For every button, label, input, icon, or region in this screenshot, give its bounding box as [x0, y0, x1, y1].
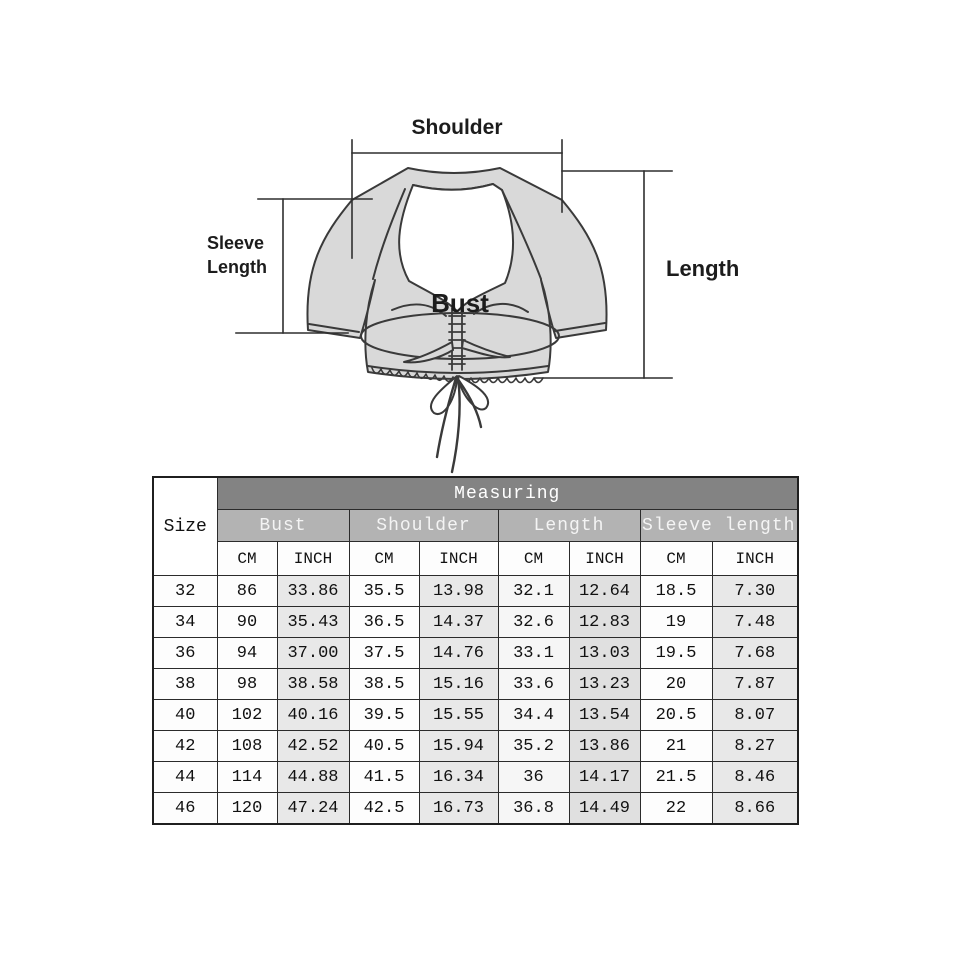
length-group-header: Length: [498, 510, 640, 542]
table-cell: 34.4: [498, 700, 569, 731]
unit-header: CM: [498, 542, 569, 576]
bust-group-header: Bust: [217, 510, 349, 542]
table-cell: 36.8: [498, 793, 569, 825]
table-cell: 16.34: [419, 762, 498, 793]
table-row: [153, 638, 798, 669]
table-row: [153, 762, 798, 793]
table-cell: 7.30: [712, 576, 798, 607]
table-cell: 15.55: [419, 700, 498, 731]
table-cell: 39.5: [349, 700, 419, 731]
table-cell: 14.76: [419, 638, 498, 669]
table-row: [153, 607, 798, 638]
table-cell: 42.52: [277, 731, 349, 762]
table-row: [153, 731, 798, 762]
table-row: [153, 793, 798, 825]
table-cell: 7.87: [712, 669, 798, 700]
table-cell: 13.03: [569, 638, 640, 669]
unit-header: INCH: [569, 542, 640, 576]
size-cell: 36: [153, 638, 217, 669]
table-cell: 36: [498, 762, 569, 793]
table-row: [153, 669, 798, 700]
table-cell: 32.6: [498, 607, 569, 638]
shoulder-group-header: Shoulder: [349, 510, 498, 542]
length-label: Length: [666, 256, 740, 281]
table-cell: 18.5: [640, 576, 712, 607]
table-cell: 15.94: [419, 731, 498, 762]
table-cell: 86: [217, 576, 277, 607]
bow-loop-left: [431, 376, 457, 414]
table-cell: 40.5: [349, 731, 419, 762]
sleeve-length-label-line2: Length: [207, 257, 267, 277]
shoulder-label: Shoulder: [411, 116, 503, 139]
size-cell: 42: [153, 731, 217, 762]
table-cell: 12.83: [569, 607, 640, 638]
table-cell: 35.2: [498, 731, 569, 762]
unit-header: INCH: [419, 542, 498, 576]
table-cell: 21.5: [640, 762, 712, 793]
table-cell: 19: [640, 607, 712, 638]
table-cell: 14.17: [569, 762, 640, 793]
table-cell: 37.00: [277, 638, 349, 669]
table-cell: 14.37: [419, 607, 498, 638]
table-cell: 13.23: [569, 669, 640, 700]
table-row: [153, 576, 798, 607]
table-cell: 102: [217, 700, 277, 731]
table-cell: 22: [640, 793, 712, 825]
table-cell: 33.1: [498, 638, 569, 669]
table-cell: 108: [217, 731, 277, 762]
table-cell: 13.86: [569, 731, 640, 762]
table-cell: 114: [217, 762, 277, 793]
table-cell: 44.88: [277, 762, 349, 793]
table-row-measuring: [153, 477, 798, 510]
table-cell: 13.98: [419, 576, 498, 607]
table-cell: 7.48: [712, 607, 798, 638]
table-cell: 12.64: [569, 576, 640, 607]
table-cell: 37.5: [349, 638, 419, 669]
table-row: [153, 700, 798, 731]
table-cell: 94: [217, 638, 277, 669]
table-row-groups: [153, 510, 798, 542]
table-cell: 8.46: [712, 762, 798, 793]
unit-header: INCH: [712, 542, 798, 576]
unit-header: CM: [217, 542, 277, 576]
table-row-units: [153, 542, 798, 576]
table-cell: 7.68: [712, 638, 798, 669]
unit-header: CM: [640, 542, 712, 576]
size-cell: 44: [153, 762, 217, 793]
table-cell: 90: [217, 607, 277, 638]
table-cell: 14.49: [569, 793, 640, 825]
unit-header: CM: [349, 542, 419, 576]
table-cell: 8.66: [712, 793, 798, 825]
table-cell: 19.5: [640, 638, 712, 669]
table-cell: 42.5: [349, 793, 419, 825]
table-cell: 35.43: [277, 607, 349, 638]
table-cell: 16.73: [419, 793, 498, 825]
size-cell: 32: [153, 576, 217, 607]
size-cell: 34: [153, 607, 217, 638]
table-cell: 41.5: [349, 762, 419, 793]
table-cell: 47.24: [277, 793, 349, 825]
sleeve-length-label-line1: Sleeve: [207, 233, 265, 253]
measuring-header-cell: Measuring: [217, 477, 798, 510]
table-cell: 36.5: [349, 607, 419, 638]
table-cell: 32.1: [498, 576, 569, 607]
table-cell: 40.16: [277, 700, 349, 731]
table-cell: 15.16: [419, 669, 498, 700]
bust-label: Bust: [431, 288, 489, 318]
table-cell: 120: [217, 793, 277, 825]
size-header-cell: Size: [153, 477, 217, 576]
table-cell: 20.5: [640, 700, 712, 731]
sleeve-length-label: [207, 231, 267, 279]
sleeve-length-group-header: Sleeve length: [640, 510, 798, 542]
size-cell: 46: [153, 793, 217, 825]
unit-header: INCH: [277, 542, 349, 576]
size-cell: 38: [153, 669, 217, 700]
table-cell: 38.5: [349, 669, 419, 700]
table-cell: 20: [640, 669, 712, 700]
table-cell: 8.27: [712, 731, 798, 762]
table-cell: 8.07: [712, 700, 798, 731]
table-cell: 38.58: [277, 669, 349, 700]
size-cell: 40: [153, 700, 217, 731]
table-cell: 33.86: [277, 576, 349, 607]
table-cell: 13.54: [569, 700, 640, 731]
table-cell: 98: [217, 669, 277, 700]
table-cell: 33.6: [498, 669, 569, 700]
table-cell: 21: [640, 731, 712, 762]
table-cell: 35.5: [349, 576, 419, 607]
size-table: [152, 476, 799, 825]
